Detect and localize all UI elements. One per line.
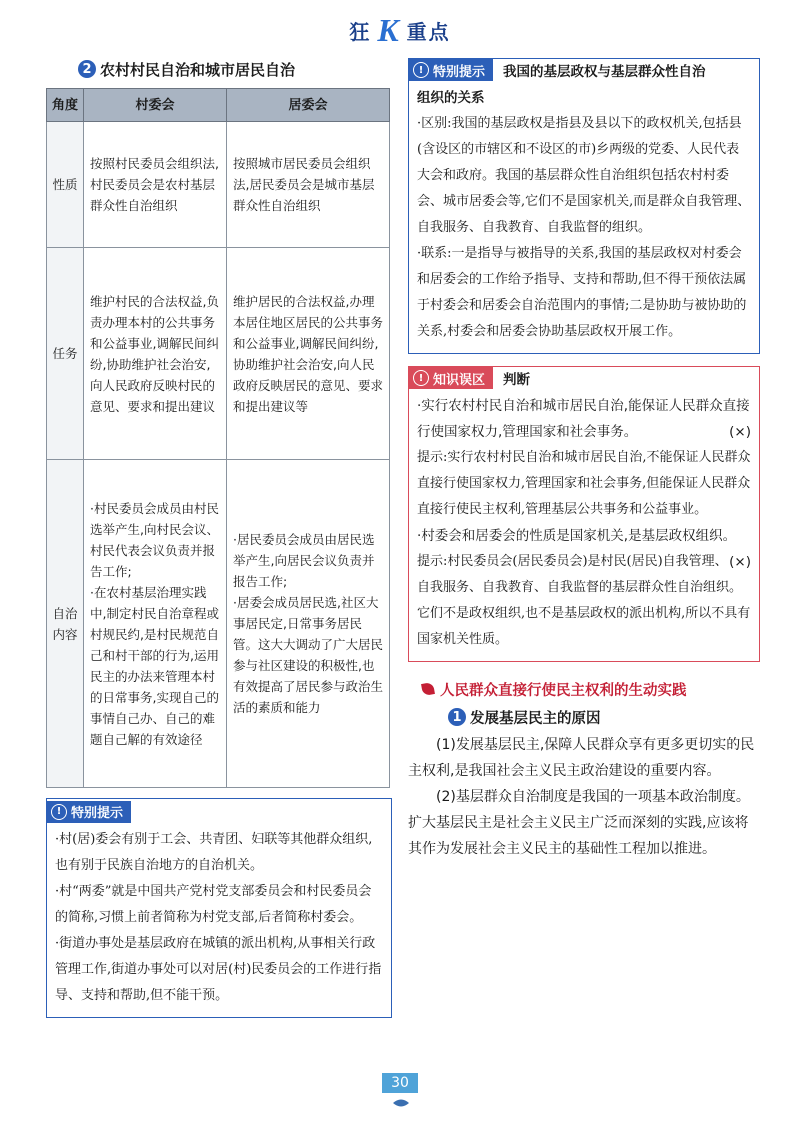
warning-icon: ! — [413, 370, 429, 386]
section-heading-red — [422, 678, 760, 700]
page-number: 30 — [382, 1073, 418, 1093]
tip-heading-cont: 组织的关系 — [417, 90, 485, 106]
cell-text: ·居民委员会成员由居民选举产生,向居民会议负责并报告工作; — [233, 532, 375, 589]
tip-tag-label: 特别提示 — [71, 806, 124, 821]
misconception-heading: 判断 — [503, 372, 531, 388]
answer-hint: 提示:实行农村村民自治和城市居民自治,不能保证人民群众直接行使国家权力,管理国家和社会事务,但能保证人民群众直接行使民主权利,管理基层公共事务和公益事业。 — [417, 450, 751, 517]
section-heading-text: 人民群众直接行使民主权利的生动实践 — [440, 682, 687, 699]
header-ju: 居委会 — [227, 89, 390, 122]
cell-text: 按照城市居民委员会组织法,居民委员会是城市基层群众性自治组织 — [233, 156, 375, 213]
brand-left: 狂 — [349, 19, 372, 44]
leaf-icon — [421, 682, 435, 696]
row-angle: 任务 — [47, 248, 84, 460]
comparison-table — [46, 88, 390, 788]
section-number-icon: 2 — [78, 60, 96, 78]
header-angle: 角度 — [47, 89, 84, 122]
misconception-body — [409, 389, 759, 661]
header-cun: 村委会 — [84, 89, 227, 122]
right-column — [408, 58, 760, 862]
tip-item: ·联系:一是指导与被指导的关系,我国的基层政权对村委会和居委会的工作给予指导、支持和帮助,但不得干预依法属于村委会和居委会自治范围内的事情;二是协助与被协助的关系,村委会和居委会协助基层政权开展工作。 — [417, 246, 747, 339]
table-row — [47, 248, 390, 460]
left-column — [46, 58, 394, 1018]
misconception-tag-label: 知识误区 — [433, 372, 486, 388]
misconception-header — [409, 367, 759, 389]
table-row — [47, 460, 390, 788]
answer-hint: 提示:村民委员会(居民委员会)是村民(居民)自我管理、自我服务、自我教育、自我监督的基层群众性自治组织。它们不是政权组织,也不是基层政权的派出机构,所以不具有国家机关性质。 — [417, 554, 751, 647]
tip-icon: ! — [413, 62, 429, 78]
brand-right: 重点 — [406, 19, 451, 44]
tip-heading: 我国的基层政权与基层群众性自治 — [503, 64, 706, 80]
row-ju-cell — [227, 248, 390, 460]
special-tip-box — [46, 798, 392, 1018]
row-ju-cell — [227, 122, 390, 248]
table-header-row — [47, 89, 390, 122]
base-relation-tip-box — [408, 58, 760, 354]
row-ju-cell — [227, 460, 390, 788]
tip-item: ·街道办事处是基层政府在城镇的派出机构,从事相关行政管理工作,街道办事处可以对居(村)民委员会的工作进行指导、支持和帮助,但不能干预。 — [55, 935, 382, 1003]
subsection-title-text: 发展基层民主的原因 — [470, 710, 601, 727]
row-cun-cell — [84, 248, 227, 460]
judge-mark: (×) — [729, 554, 751, 570]
cell-text: ·居委会成员居民选,社区大事居民定,日常事务居民管。这大大调动了广大居民参与社区建设的积极性,也有效提高了居民参与政治生活的素质和能力 — [233, 595, 384, 715]
question-1 — [417, 393, 751, 445]
section-title-text: 农村村民自治和城市居民自治 — [100, 60, 296, 79]
tip-body — [409, 81, 759, 353]
tip-tag-label: 特别提示 — [433, 64, 486, 80]
table-row — [47, 122, 390, 248]
subsection-title — [448, 706, 760, 728]
row-angle: 性质 — [47, 122, 84, 248]
question-text: ·实行农村村民自治和城市居民自治,能保证人民群众直接行使国家权力,管理国家和社会事务。 — [417, 398, 750, 440]
body-paragraph: (1)发展基层民主,保障人民群众享有更多更切实的民主权利,是我国社会主义民主政治建设的重要内容。 — [408, 737, 755, 779]
tip-tag — [47, 801, 131, 823]
brand-title — [349, 12, 450, 49]
cell-text: 维护居民的合法权益,办理本居住地区居民的公共事务和公益事业,调解民间纠纷,协助维护社会治安,向人民政府反映居民的意见、要求和提出建议等 — [233, 293, 384, 414]
misconception-tag — [409, 367, 493, 389]
cell-text: ·在农村基层治理实践中,制定村民自治章程或村规民约,是村民规范自己和村干部的行为,运用民主的办法来管理本村的日常事务,实现自己的事情自己办、自己的难题自己解的有效途径 — [90, 584, 219, 747]
tip-icon: ! — [51, 804, 67, 820]
tip-tag — [409, 59, 493, 81]
subsection-number-icon: 1 — [448, 708, 466, 726]
row-cun-cell — [84, 460, 227, 788]
tip-item: ·区别:我国的基层政权是指县及县以下的政权机关,包括县(含设区的市辖区和不设区的市)乡两级的党委、人民代表大会和政府。我国的基层群众性自治组织包括农村村委会、城市居委会等,它们不是国家机关,而是群众自我管理、自我服务、自我教育、自我监督的组织。 — [417, 116, 751, 235]
question-text: ·村委会和居委会的性质是国家机关,是基层政权组织。 — [417, 528, 737, 544]
cell-text: ·村民委员会成员由村民选举产生,向村民会议、村民代表会议负责并报告工作; — [90, 500, 219, 579]
section-title — [78, 58, 394, 80]
tip-item: ·村(居)委会有别于工会、共青团、妇联等其他群众组织,也有别于民族自治地方的自治机关。 — [55, 831, 373, 873]
brand-k-logo: K — [377, 11, 401, 48]
tip-item: ·村“两委”就是中国共产党村党支部委员会和村民委员会的简称,习惯上前者简称为村党支部,后者简称村委会。 — [55, 883, 372, 925]
misconception-box — [408, 366, 760, 662]
body-paragraph: (2)基层群众自治制度是我国的一项基本政治制度。扩大基层民主是社会主义民主广泛而深刻的实践,应该将其作为发展社会主义民主的基础性工程加以推进。 — [408, 789, 750, 857]
question-2 — [417, 523, 751, 570]
tip-header — [409, 59, 759, 81]
judge-mark: (×) — [729, 424, 751, 440]
cell-text: 维护村民的合法权益,负责办理本村的公共事务和公益事业,调解民间纠纷,协助维护社会治安,向人民政府反映村民的意见、要求和提出建议 — [90, 293, 219, 414]
row-cun-cell — [84, 122, 227, 248]
page-header — [0, 0, 800, 60]
cell-text: 按照村民委员会组织法,村民委员会是农村基层群众性自治组织 — [90, 156, 219, 213]
footer-ornament-icon — [392, 1098, 410, 1108]
row-angle: 自治内容 — [47, 460, 84, 788]
tip-body — [47, 823, 391, 1017]
